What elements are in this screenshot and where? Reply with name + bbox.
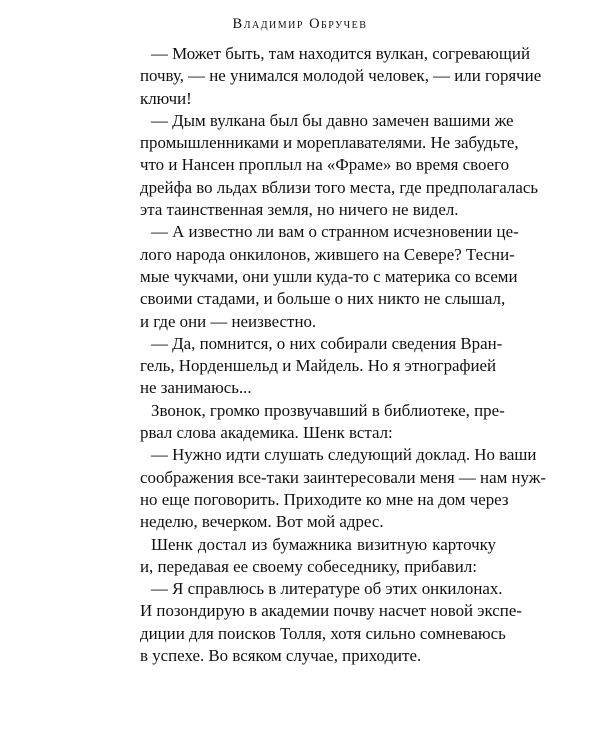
text-line: промышленниками и мореплавателями. Не забудьте, [140, 133, 519, 153]
text-line: И позондирую в академии почву насчет новой экспе- [140, 601, 522, 621]
text-line: почву, — не унимался молодой человек, — или горячие [140, 66, 542, 86]
text-line: Звонок, громко прозвучавший в библиотеке, пре- [151, 400, 505, 420]
text-line: дрейфа во льдах вблизи того места, где предполагалась [140, 177, 539, 197]
text-line: эта таинственная земля, но ничего не видел. [140, 200, 459, 220]
text-line: — Может быть, там находится вулкан, согревающий [151, 44, 530, 63]
text-line: но еще поговорить. Приходите ко мне на дом через [140, 489, 509, 509]
text-line: что и Нансен проплыл на «Фраме» во время своего [140, 155, 510, 175]
running-head: Владимир Обручев [232, 16, 368, 32]
text-line: не занимаюсь... [140, 378, 252, 398]
body-text [140, 43, 547, 667]
text-line: — Да, помнится, о них собирали сведения Вран- [151, 333, 503, 353]
text-line: своими стадами, и больше о них никто не слышал, [140, 289, 506, 309]
text-line: в успехе. Во всяком случае, приходите. [140, 646, 422, 666]
text-line: рвал слова академика. Шенк встал: [140, 423, 393, 443]
text-line: — А известно ли вам о странном исчезновении це- [151, 222, 519, 242]
text-line: гель, Норденшельд и Майдель. Но я этнографией [140, 356, 497, 376]
text-line: ключи! [140, 88, 192, 108]
text-line: лого народа онкилонов, жившего на Севере? Тесни- [140, 244, 515, 264]
text-line: — Дым вулкана был бы давно замечен вашими же [151, 110, 514, 130]
text-line: диции для поисков Толля, хотя сильно сомневаюсь [140, 623, 506, 643]
text-line: соображения все-таки заинтересовали меня — нам нуж- [140, 467, 547, 487]
text-line: мые чукчами, они ушли куда-то с материка со всеми [140, 266, 518, 286]
text-line: Шенк достал из бумажника визитную карточку [151, 534, 496, 554]
text-line: неделю, вечерком. Вот мой адрес. [140, 512, 384, 532]
text-line: — Я справлюсь в литературе об этих онкилонах. [151, 579, 503, 599]
text-line: и где они — неизвестно. [140, 311, 317, 331]
text-line: и, передавая ее своему собеседнику, прибавил: [140, 556, 477, 576]
text-line: — Нужно идти слушать следующий доклад. Но ваши [151, 445, 537, 465]
